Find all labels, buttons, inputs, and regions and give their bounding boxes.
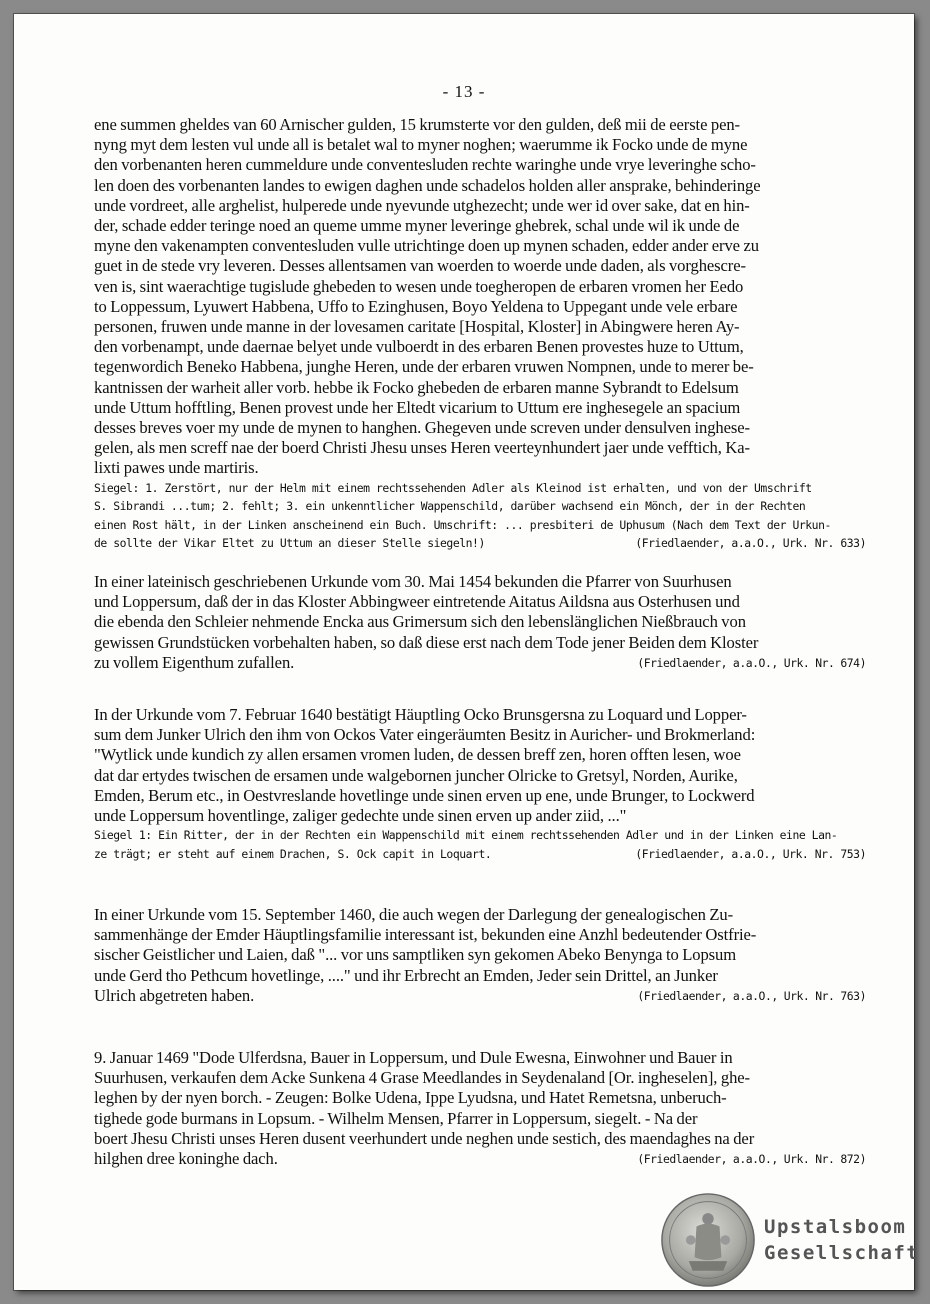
page-number: - 13 - [442,82,486,101]
text-line: desses breves voer my unde de mynen to hanghen. Ghegeven unde screven under densulven inghese- [94,418,750,438]
citation: (Friedlaender, a.a.O., Urk. Nr. 753) [635,846,866,861]
text-line: lixti pawes unde martiris. [94,458,259,478]
citation: (Friedlaender, a.a.O., Urk. Nr. 872) [637,1152,866,1167]
text-line: nyng myt dem lesten vul unde all is betalet wal to myner noghen; waerumme ik Focko unde de myne [94,135,748,155]
text-line: unde Loppersum hoventlinge, zaliger gedechte unde sinen erven up ander ziid, ..." [94,806,627,826]
brand-line-2: Gesellschaft [764,1242,920,1264]
text-line: Suurhusen, verkaufen dem Acke Sunkena 4 Grase Meedlandes in Seydenaland [Or. ingheselen], ghe- [94,1068,750,1088]
seal-description [94,479,866,553]
text-line: Emden, Berum etc., in Oestvreslande hovetlinge unde sinen erven up ene, unde Brunger, to Lockwerd [94,785,755,805]
section-5 [94,1048,866,1169]
text-line: to Loppessum, Lyuwert Habbena, Uffo to Ezinghusen, Boyo Yeldena to Uppegant unde vele erbare [94,296,738,316]
text-line: kantnissen der warheit aller vorb. hebbe ik Focko ghebeden de erbaren manne Sybrandt to Edelsum [94,377,739,397]
section-5-text [94,1048,866,1169]
document-page [14,14,920,1290]
text-line: sischer Geistlicher und Laien, daß "... vor uns samptliken syn gekomen Abeko Benynga to Lopsum [94,945,737,965]
seal-line: ze trägt; er steht auf einem Drachen, S. Ock capit in Loquart. (Friedlaender, a.a.O., Urk. Nr. 753) [94,845,866,864]
text-line: der, schade edder teringe noed an queme umme myner leveringe ghebrek, schal unde wil ik unde de [94,216,740,236]
brand-line-1: Upstalsboom [764,1216,907,1238]
seal-line: Siegel 1: Ein Ritter, der in der Rechten ein Wappenschild mit einem rechtssehenden Adler und in der Linken eine Lan- [94,828,838,843]
text-line: gewissen Grundstücken vorbehalten haben, so daß diese erst nach dem Tode jener Beiden dem Kloster [94,632,759,652]
text-line: und Loppersum, daß der in das Kloster Abbingweer eintretende Aitatus Aildsna aus Osterhusen und [94,592,740,612]
text-line: "Wytlick unde kundich zy allen ersamen vromen luden, de dessen breff zen, horen offten lesen, woe [94,745,741,765]
text-line: In einer lateinisch geschriebenen Urkunde vom 30. Mai 1454 bekunden die Pfarrer von Suurhusen [94,572,732,591]
seal-logo-icon [660,1192,756,1288]
text-line: personen, fruwen unde manne in der lovesamen caritate [Hospital, Kloster] in Abingwere heren Ay- [94,317,740,337]
text-line: boert Jhesu Christi unses Heren dusent veerhundert unde neghen unde sestich, des maendaghes na der [94,1128,755,1148]
text-line: In einer Urkunde vom 15. September 1460, die auch wegen der Darlegung der genealogischen Zu- [94,905,734,924]
text-line: unde vordreet, alle arghelist, hulperede unde nyevunde utghezecht; unde wer id over sake, dat en hin- [94,195,750,215]
text-line: myne den vakenampten conventesluden vulle utrichtinge doen up mynen schaden, edder ander erve zu [94,236,759,256]
text-line: In der Urkunde vom 7. Februar 1640 bestätigt Häuptling Ocko Brunsgersna zu Loquard und Lopper- [94,705,747,724]
section-4-text [94,905,866,1006]
citation: (Friedlaender, a.a.O., Urk. Nr. 633) [635,536,866,551]
section-1-text [94,115,866,479]
text-line: tighede gode burmans in Lopsum. - Wilhelm Mensen, Pfarrer in Loppersum, siegelt. - Na der [94,1108,698,1128]
text-line: 9. Januar 1469 "Dode Ulferdsna, Bauer in Loppersum, und Dule Ewesna, Einwohner und Bauer in [94,1048,733,1067]
text-line: dat dar ertydes twischen de ersamen unde walgebornen juncher Olricke to Gretsyl, Norden, Aurike, [94,765,738,785]
text-line: hilghen dree koninghe dach. (Friedlaender, a.a.O., Urk. Nr. 872) [94,1149,866,1169]
text-line: den vorbenampt, unde daernae belyet unde vulboerdt in des erbaren Benen provestes huze to Uttum, [94,337,744,357]
text-line: unde Uttum hofftling, Benen provest unde her Eltedt vicarium to Uttum ere inghesegele an spacium [94,397,741,417]
citation: (Friedlaender, a.a.O., Urk. Nr. 763) [637,988,866,1003]
seal-line: de sollte der Vikar Eltet zu Uttum an dieser Stelle siegeln!) (Friedlaender, a.a.O., Urk. Nr. 633) [94,534,866,553]
brand-name [764,1214,919,1266]
text-line: ven is, sint waerachtige tugislude ghebeden to wesen unde toegheropen de erbaren vromen her Eedo [94,276,744,296]
text-line: den vorbenanten heren cummeldure unde conventesluden rechte waringhe unde vrye leveringhe scho- [94,155,756,175]
section-2-text [94,572,866,673]
seal-line: einen Rost hält, in der Linken anscheinend ein Buch. Umschrift: ... presbiteri de Uphusum (Nach dem Text der Urkun- [94,517,831,532]
section-1 [94,115,866,553]
text-line: die ebenda den Schleier nehmende Encka aus Grimersum sich den lebenslänglichen Nießbrauch von [94,612,746,632]
text-line: Ulrich abgetreten haben. (Friedlaender, a.a.O., Urk. Nr. 763) [94,985,866,1005]
text-line: ene summen gheldes van 60 Arnischer gulden, 15 krumsterte vor den gulden, deß mii de eerste pen- [94,115,740,134]
seal-description [94,826,866,863]
text-line: leghen by der nyen borch. - Zeugen: Bolke Udena, Ippe Lyudsna, und Hatet Remetsna, unberuch- [94,1088,727,1108]
seal-line: Siegel: 1. Zerstört, nur der Helm mit einem rechtssehenden Adler als Kleinod ist erhalten, und von der Umschrift [94,480,812,495]
text-line: sammenhänge der Emder Häuptlingsfamilie interessant ist, bekunden eine Anzhl bedeutender Ostfrie- [94,925,757,945]
section-3-text [94,705,866,826]
seal-line: S. Sibrandi ...tum; 2. fehlt; 3. ein unkenntlicher Wappenschild, darüber wachsend ein Mönch, der in der Rechten [94,499,806,514]
section-3 [94,705,866,863]
section-4 [94,905,866,1006]
text-line: tegenwordich Beneko Habbena, junghe Heren, unde der erbaren vruwen Nompnen, unde to merer be- [94,357,754,377]
text-line: unde Gerd tho Pethcum hovetlinge, ...." und ihr Erbrecht an Emden, Jeder sein Drittel, an Junker [94,965,718,985]
citation: (Friedlaender, a.a.O., Urk. Nr. 674) [637,655,866,670]
text-line: zu vollem Eigenthum zufallen. (Friedlaender, a.a.O., Urk. Nr. 674) [94,652,866,672]
text-line: len doen des vorbenanten landes to ewigen daghen unde schadelos holden aller ansprake, behinderinge [94,175,761,195]
text-line: guet in de stede vry leveren. Desses allentsamen van woerden to woerde unde daden, als vorghescre- [94,256,746,276]
section-2 [94,572,866,673]
text-line: sum dem Junker Ulrich den ihm von Ockos Vater eingeräumten Besitz in Auricher- und Brokmerland: [94,725,756,745]
text-line: gelen, als men screff nae der boerd Christi Jhesu unses Heren veerteynhundert jaer unde vefftich, Ka- [94,438,750,458]
